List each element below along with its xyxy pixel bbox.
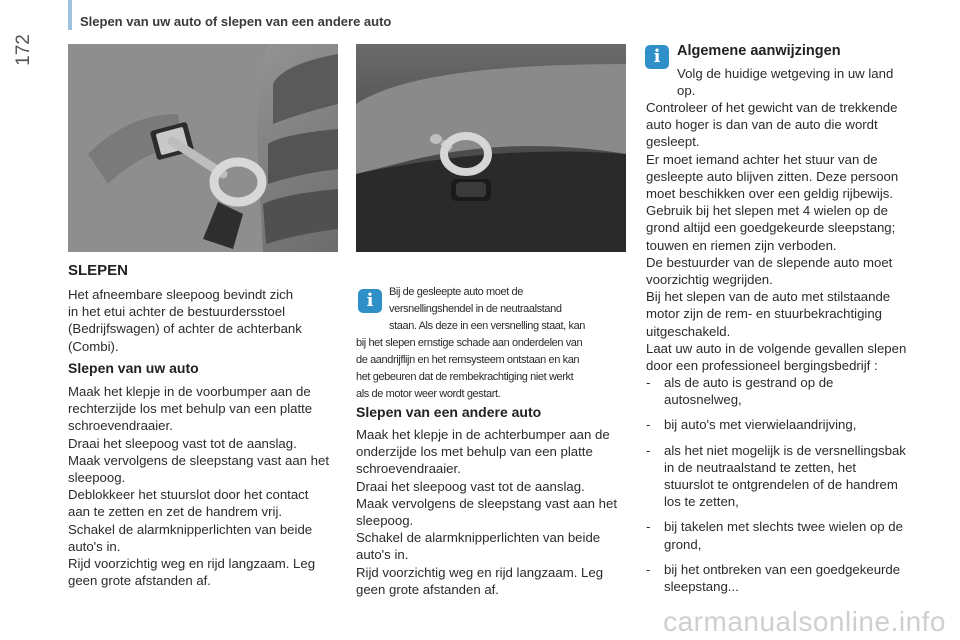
text-line: Draai het sleepoog vast tot de aanslag. xyxy=(68,435,297,451)
text-line: autosnelweg, xyxy=(664,392,742,408)
text-line: sleepstang... xyxy=(664,579,739,595)
page-number: 172 xyxy=(13,34,34,66)
note-line: staan. Als deze in een versnelling staat, kan xyxy=(389,320,586,332)
right-body xyxy=(646,99,926,374)
text-line: Maak vervolgens de sleepstang vast aan het xyxy=(356,495,617,511)
left-intro xyxy=(68,286,348,355)
text-line: - bij auto's met vierwielaandrijving, xyxy=(664,417,857,433)
list-item xyxy=(646,561,926,595)
text-line: Schakel de alarmknipperlichten van beide xyxy=(356,530,601,546)
note-indented xyxy=(389,284,627,335)
watermark[interactable]: carmanualsonline.info xyxy=(663,606,946,637)
text-line: Gebruik bij het slepen met 4 wielen op de xyxy=(646,203,888,219)
professional-towing-list xyxy=(646,374,926,603)
text-line: grond altijd een goedgekeurde sleepstang; xyxy=(646,220,896,236)
text-line: grond, xyxy=(664,536,702,552)
page-title: Slepen van uw auto of slepen van een andere auto xyxy=(80,14,392,29)
text-line: Controleer of het gewicht van de trekkende xyxy=(646,100,898,115)
note-line: bij het slepen ernstige schade aan onderdelen van xyxy=(356,337,583,349)
text-line: geen grote afstanden af. xyxy=(68,573,211,589)
text-line: los te zetten, xyxy=(664,494,739,510)
text-line: op. xyxy=(677,83,696,99)
general-instructions-heading: Algemene aanwijzingen xyxy=(677,43,841,59)
text-line: touwen en riemen zijn verboden. xyxy=(646,237,837,253)
note-line: als de motor weer wordt gestart. xyxy=(356,388,501,400)
text-line: auto hoger is dan van de auto die wordt xyxy=(646,117,878,133)
front-tow-eye-photo xyxy=(68,44,338,252)
text-line: Het afneembare sleepoog bevindt zich xyxy=(68,287,294,302)
text-line: Rijd voorzichtig weg en rijd langzaam. Leg xyxy=(356,564,604,580)
note-line: de aandrijflijn en het remsysteem ontstaan en kan xyxy=(356,354,580,366)
text-line: (Bedrijfswagen) of achter de achterbank xyxy=(68,321,302,337)
text-line: voorzichtig wegrijden. xyxy=(646,272,773,288)
text-line: Maak vervolgens de sleepstang vast aan het xyxy=(68,452,329,468)
text-line: Maak het klepje in de voorbumper aan de xyxy=(68,384,311,399)
text-line: schroevendraaier. xyxy=(356,461,461,477)
note-line: versnellingshendel in de neutraalstand xyxy=(389,303,562,315)
text-line: door een professioneel bergingsbedrijf : xyxy=(646,358,878,374)
section-heading-slepen: SLEPEN xyxy=(68,262,129,279)
text-line: in de neutraalstand te zetten, het xyxy=(664,459,857,475)
text-line: auto's in. xyxy=(68,538,121,554)
text-line: stuurslot te ontgrendelen of de handrem xyxy=(664,477,898,493)
text-line: uitgeschakeld. xyxy=(646,323,731,339)
note-line: het gebeuren dat de rembekrachtiging niet werkt xyxy=(356,371,574,383)
text-line: rechterzijde los met behulp van een platte xyxy=(68,401,313,417)
list-item xyxy=(646,518,926,552)
text-line: auto's in. xyxy=(356,547,409,563)
text-line: sleepoog. xyxy=(68,470,126,486)
text-line: - bij takelen met slechts twee wielen op de xyxy=(664,519,903,535)
list-item xyxy=(646,374,926,408)
note-full xyxy=(356,335,628,403)
list-item xyxy=(646,442,926,511)
left-body xyxy=(68,383,353,589)
text-line: Deblokkeer het stuurslot door het contact xyxy=(68,487,309,503)
text-line: Laat uw auto in de volgende gevallen slepen xyxy=(646,340,907,356)
middle-body xyxy=(356,426,636,598)
note-line: Bij de gesleepte auto moet de xyxy=(389,286,523,298)
text-line: gesleept. xyxy=(646,134,700,150)
text-line: geen grote afstanden af. xyxy=(356,581,499,597)
info-icon: i xyxy=(645,45,669,69)
law-notice xyxy=(677,65,917,99)
header-accent-bar xyxy=(68,0,72,30)
text-line: gesleepte auto blijven zitten. Deze persoon xyxy=(646,168,899,184)
text-line: Draai het sleepoog vast tot de aanslag. xyxy=(356,478,585,494)
text-line: motor zijn de rem- en stuurbekrachtiging xyxy=(646,306,883,322)
text-line: Bij het slepen van de auto met stilstaande xyxy=(646,289,891,305)
text-line: sleepoog. xyxy=(356,513,414,529)
text-line: Maak het klepje in de achterbumper aan de xyxy=(356,427,610,442)
info-icon: i xyxy=(358,289,382,313)
text-line: schroevendraaier. xyxy=(68,418,173,434)
text-line: Volg de huidige wetgeving in uw land xyxy=(677,66,894,81)
text-line: aan te zetten en zet de handrem vrij. xyxy=(68,504,283,520)
text-line: Schakel de alarmknipperlichten van beide xyxy=(68,521,313,537)
text-line: De bestuurder van de slepende auto moet xyxy=(646,254,893,270)
sub-heading-other-car: Slepen van een andere auto xyxy=(356,404,542,420)
text-line: in het etui achter de bestuurdersstoel xyxy=(68,304,285,320)
text-line: Er moet iemand achter het stuur van de xyxy=(646,151,878,167)
text-line: - als de auto is gestrand op de xyxy=(664,375,834,390)
text-line: - bij het ontbreken van een goedgekeurde xyxy=(664,561,901,577)
text-line: Rijd voorzichtig weg en rijd langzaam. Leg xyxy=(68,556,316,572)
text-line: - als het niet mogelijk is de versnellingsbak xyxy=(664,442,906,458)
text-line: moet beschikken over een geldig rijbewijs. xyxy=(646,186,894,202)
sub-heading-own-car: Slepen van uw auto xyxy=(68,360,199,376)
rear-tow-eye-photo xyxy=(356,44,626,252)
text-line: (Combi). xyxy=(68,338,119,354)
list-item xyxy=(646,416,926,433)
text-line: onderzijde los met behulp van een platte xyxy=(356,444,593,460)
